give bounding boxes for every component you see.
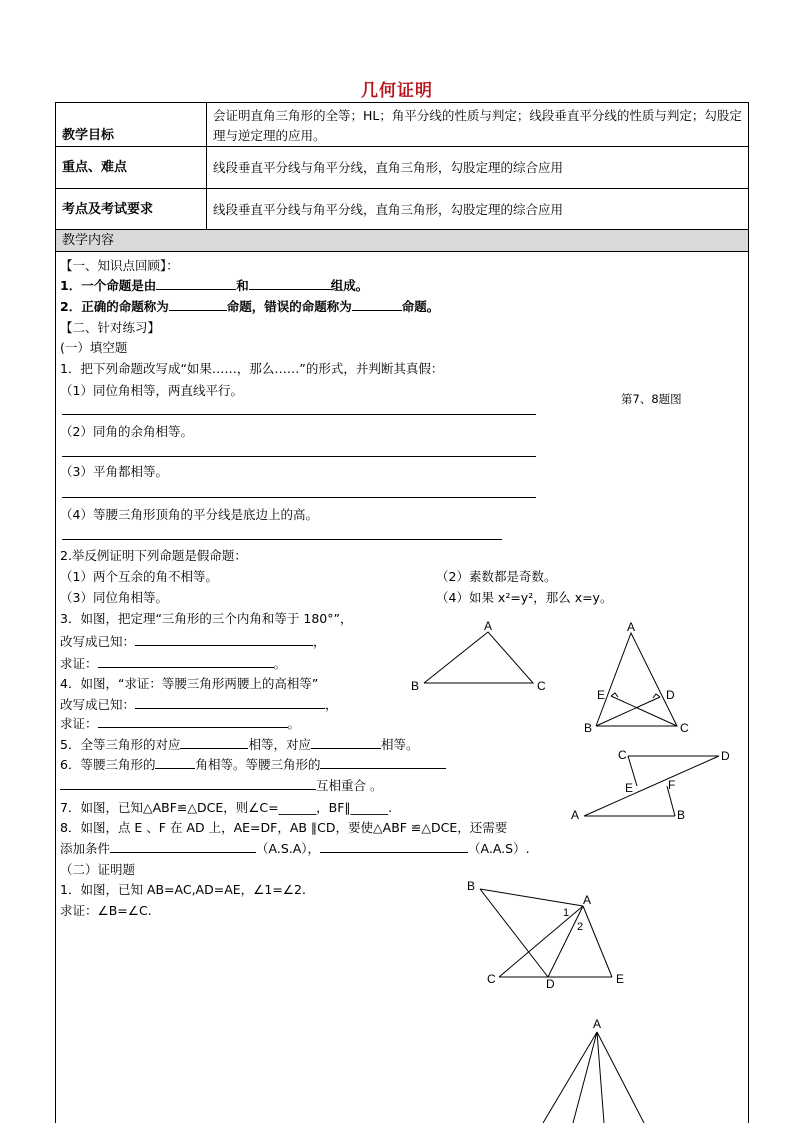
ray-line	[597, 1032, 644, 1123]
text-part: 求证：	[60, 656, 98, 671]
vertex-label: A	[583, 893, 592, 907]
question-text: 求证：∠B=∠C.	[60, 903, 152, 918]
angle-label: 1	[563, 907, 570, 919]
text-part: 添加条件	[60, 841, 111, 856]
vertex-label: E	[597, 688, 606, 702]
question-text: 求证： 。	[60, 656, 287, 671]
text-part: 相等，对应	[248, 737, 311, 752]
question-text: 1．如图，已知 AB=AC,AD=AE，∠1=∠2.	[60, 882, 306, 897]
vertex-label: A	[571, 808, 580, 822]
text-part: 互相重合 。	[316, 778, 383, 793]
row-label: 重点、难点	[56, 147, 207, 188]
subsection-heading: （二）证明题	[60, 862, 136, 877]
row-value: 线段垂直平分线与角平分线，直角三角形，勾股定理的综合应用	[213, 202, 564, 217]
vertex-label: A	[627, 620, 636, 634]
text-part: 改写成已知：	[60, 697, 136, 712]
subsection-heading: (一）填空题	[60, 340, 128, 355]
vertex-label: C	[537, 679, 546, 693]
question-item: （2）素数都是奇数。	[436, 569, 557, 584]
figure-caption: 第7、8题图	[621, 392, 682, 406]
text-part: 5．全等三角形的对应	[60, 737, 181, 752]
vertex-label: C	[680, 721, 689, 735]
question-text: 4．如图，“求证：等腰三角形两腰上的高相等”	[60, 676, 319, 691]
question-item: （1）两个互余的角不相等。	[60, 569, 218, 584]
text-part: 求证：	[60, 716, 98, 731]
ray-line	[543, 1032, 597, 1123]
text-part: 改写成已知：	[60, 634, 136, 649]
vertex-label: B	[411, 679, 420, 693]
text-part: 组成。	[330, 278, 369, 293]
text-part: 命题。	[401, 299, 440, 314]
text-part: 命题，错误的命题称为	[226, 299, 352, 314]
question-item: （2）同角的余角相等。	[60, 424, 193, 439]
question-text: 7．如图，已知△ABF≌△DCE，则∠C=______，BF∥______.	[60, 800, 393, 815]
text-part: 相等。	[380, 737, 419, 752]
text-part: 2．正确的命题称为	[60, 299, 169, 314]
question-item: （3）同位角相等。	[60, 590, 168, 605]
question-text: 改写成已知： ，	[60, 634, 326, 649]
vertex-label: E	[625, 781, 634, 795]
question-text: 1．把下列命题改写成“如果……，那么……”的形式，并判断其真假：	[60, 361, 444, 376]
text-part: （A.A.S）.	[468, 841, 530, 856]
ray-line	[573, 1032, 597, 1123]
vertex-label: B	[467, 879, 476, 893]
question-text: 改写成已知： ，	[60, 697, 338, 712]
vertex-label: D	[546, 977, 555, 991]
row-value: 会证明直角三角形的全等；HL；角平分线的性质与判定；线段垂直平分线的性质与判定；勾股定理与逆定理的应用。	[213, 108, 742, 143]
row-label: 教学目标	[56, 103, 207, 146]
angle-label: 2	[577, 921, 584, 933]
vertex-label: A	[593, 1017, 602, 1031]
vertex-label: A	[484, 619, 493, 633]
text-part: 角相等。等腰三角形的	[195, 757, 321, 772]
vertex-label: E	[616, 972, 625, 986]
ray-line	[597, 1032, 604, 1123]
page-title: 几何证明	[361, 81, 433, 101]
question-item: （4）等腰三角形顶角的平分线是底边上的高。	[60, 507, 318, 522]
section-heading: 【一、知识点回顾】：	[60, 258, 179, 273]
text-part: （A.S.A），	[256, 841, 321, 856]
vertex-label: C	[487, 972, 496, 986]
question-text: 8．如图，点 E 、F 在 AD 上，AE=DF，AB ∥CD，要使△ABF ≌△DCE，还需要	[60, 820, 508, 835]
text-part: 6．等腰三角形的	[60, 757, 156, 772]
vertex-label: B	[584, 721, 593, 735]
vertex-label: F	[668, 778, 676, 792]
vertex-label: C	[618, 748, 627, 762]
question-text: 求证： 。	[60, 716, 301, 731]
vertex-label: D	[721, 749, 730, 763]
question-item: （4）如果 x²=y²，那么 x=y。	[436, 590, 613, 605]
question-text: 3．如图，把定理“三角形的三个内角和等于 180°”，	[60, 611, 353, 626]
vertex-label: B	[677, 808, 686, 822]
question-item: （1）同位角相等，两直线平行。	[60, 383, 243, 398]
text-part: 和	[236, 278, 249, 293]
row-value: 线段垂直平分线与角平分线，直角三角形，勾股定理的综合应用	[213, 160, 564, 175]
question-text: 2.举反例证明下列命题是假命题：	[60, 548, 247, 563]
vertex-label: D	[666, 688, 675, 702]
row-label: 考点及考试要求	[56, 189, 207, 229]
content-header: 教学内容	[56, 230, 748, 252]
text-part: 1．一个命题是由	[60, 278, 157, 293]
question-item: （3）平角都相等。	[60, 464, 168, 479]
section-heading: 【二、针对练习】	[60, 320, 161, 335]
